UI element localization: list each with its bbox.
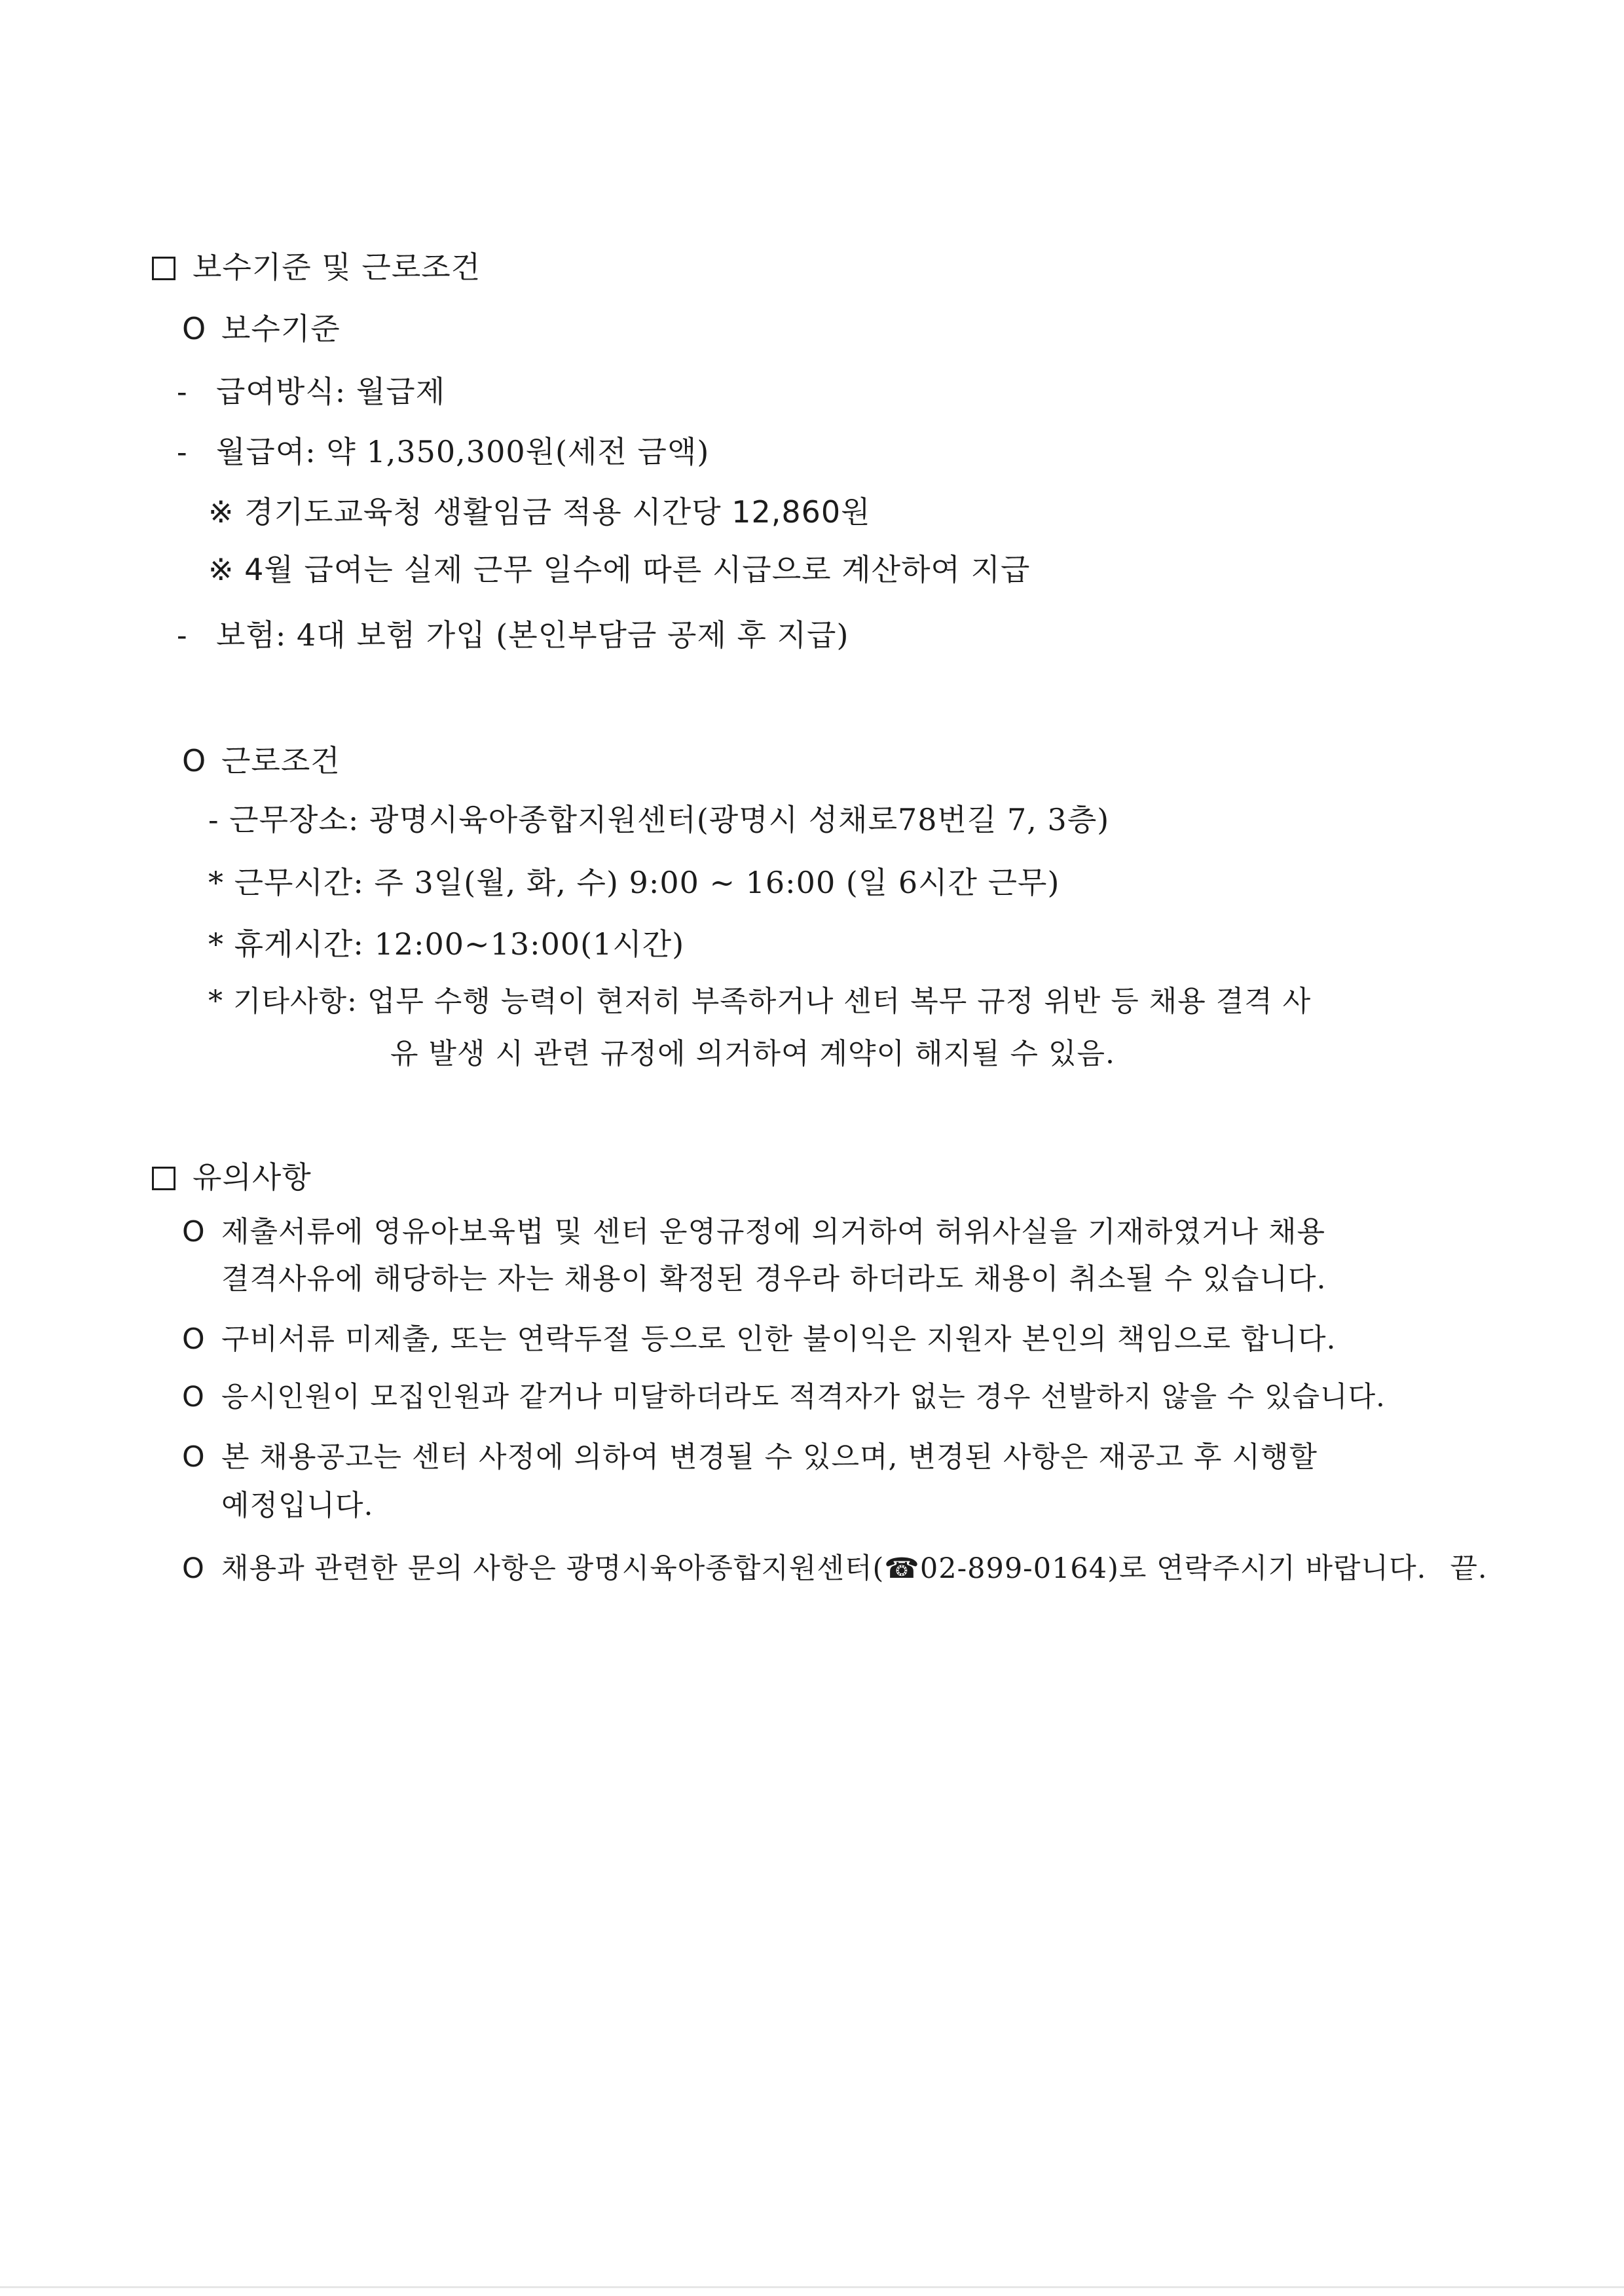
checkbox-square-icon (152, 257, 175, 280)
telephone-icon: ☎ (884, 1552, 920, 1585)
notice-item-4: O 본 채용공고는 센터 사정에 의하여 변경될 수 있으며, 변경된 사항은 재공고 후 시행할 (182, 1440, 1318, 1474)
pay-note-hourly-wage: ※ 경기도교육청 생활임금 적용 시간당 12,860원 (208, 494, 871, 530)
phone-number: 02-899-0164 (919, 1552, 1108, 1585)
subheading-pay-standard: O 보수기준 (182, 311, 341, 346)
page-bottom-edge (0, 2286, 1624, 2288)
notice-item-3: O 응시인원이 모집인원과 같거나 미달하더라도 적격자가 없는 경우 선발하지 않을 수 있습니다. (182, 1381, 1386, 1413)
break-time-item: * 휴게시간: 12:00~13:00(1시간) (208, 926, 685, 962)
monthly-pay-item: - 월급여: 약 1,350,300원(세전 금액) (177, 434, 710, 469)
notice-item-4-continued: 예정입니다. (221, 1489, 374, 1522)
checkbox-square-icon (152, 1167, 175, 1190)
notice-item-1: O 제출서류에 영유아보육법 및 센터 운영규정에 의거하여 허위사실을 기재하였거나 채용 (182, 1215, 1326, 1248)
insurance-item: - 보험: 4대 보험 가입 (본인부담금 공제 후 지급) (177, 617, 849, 653)
notice-item-2: O 구비서류 미제출, 또는 연락두절 등으로 인한 불이익은 지원자 본인의 책임으로 합니다. (182, 1322, 1337, 1356)
notice-item-1-continued: 결격사유에 해당하는 자는 채용이 확정된 경우라 하더라도 채용이 취소될 수 있습니다. (221, 1262, 1327, 1296)
work-place-item: - 근무장소: 광명시육아종합지원센터(광명시 성채로78번길 7, 3층) (208, 802, 1110, 837)
notice-item-5: O 채용과 관련한 문의 사항은 광명시육아종합지원센터(☎02-899-0164)로 연락주시기 바랍니다. 끝. (182, 1549, 1488, 1588)
end-mark: 끝. (1450, 1552, 1488, 1585)
pay-method-item: - 급여방식: 월급제 (177, 374, 446, 409)
pay-note-april: ※ 4월 급여는 실제 근무 일수에 따른 시급으로 계산하여 지급 (208, 552, 1031, 587)
section-heading-notices: 유의사항 (152, 1157, 312, 1197)
etc-item-line2: 유 발생 시 관련 규정에 의거하여 계약이 해지될 수 있음. (390, 1037, 1115, 1070)
work-hours-item: * 근무시간: 주 3일(월, 화, 수) 9:00 ~ 16:00 (일 6시간 근무) (208, 865, 1060, 900)
etc-item-line1: * 기타사항: 업무 수행 능력이 현저히 부족하거나 센터 복무 규정 위반 등 채용 결격 사 (208, 985, 1312, 1018)
subheading-work-conditions: O 근로조건 (182, 743, 341, 778)
section-heading-pay-and-work: 보수기준 및 근로조건 (152, 247, 481, 287)
